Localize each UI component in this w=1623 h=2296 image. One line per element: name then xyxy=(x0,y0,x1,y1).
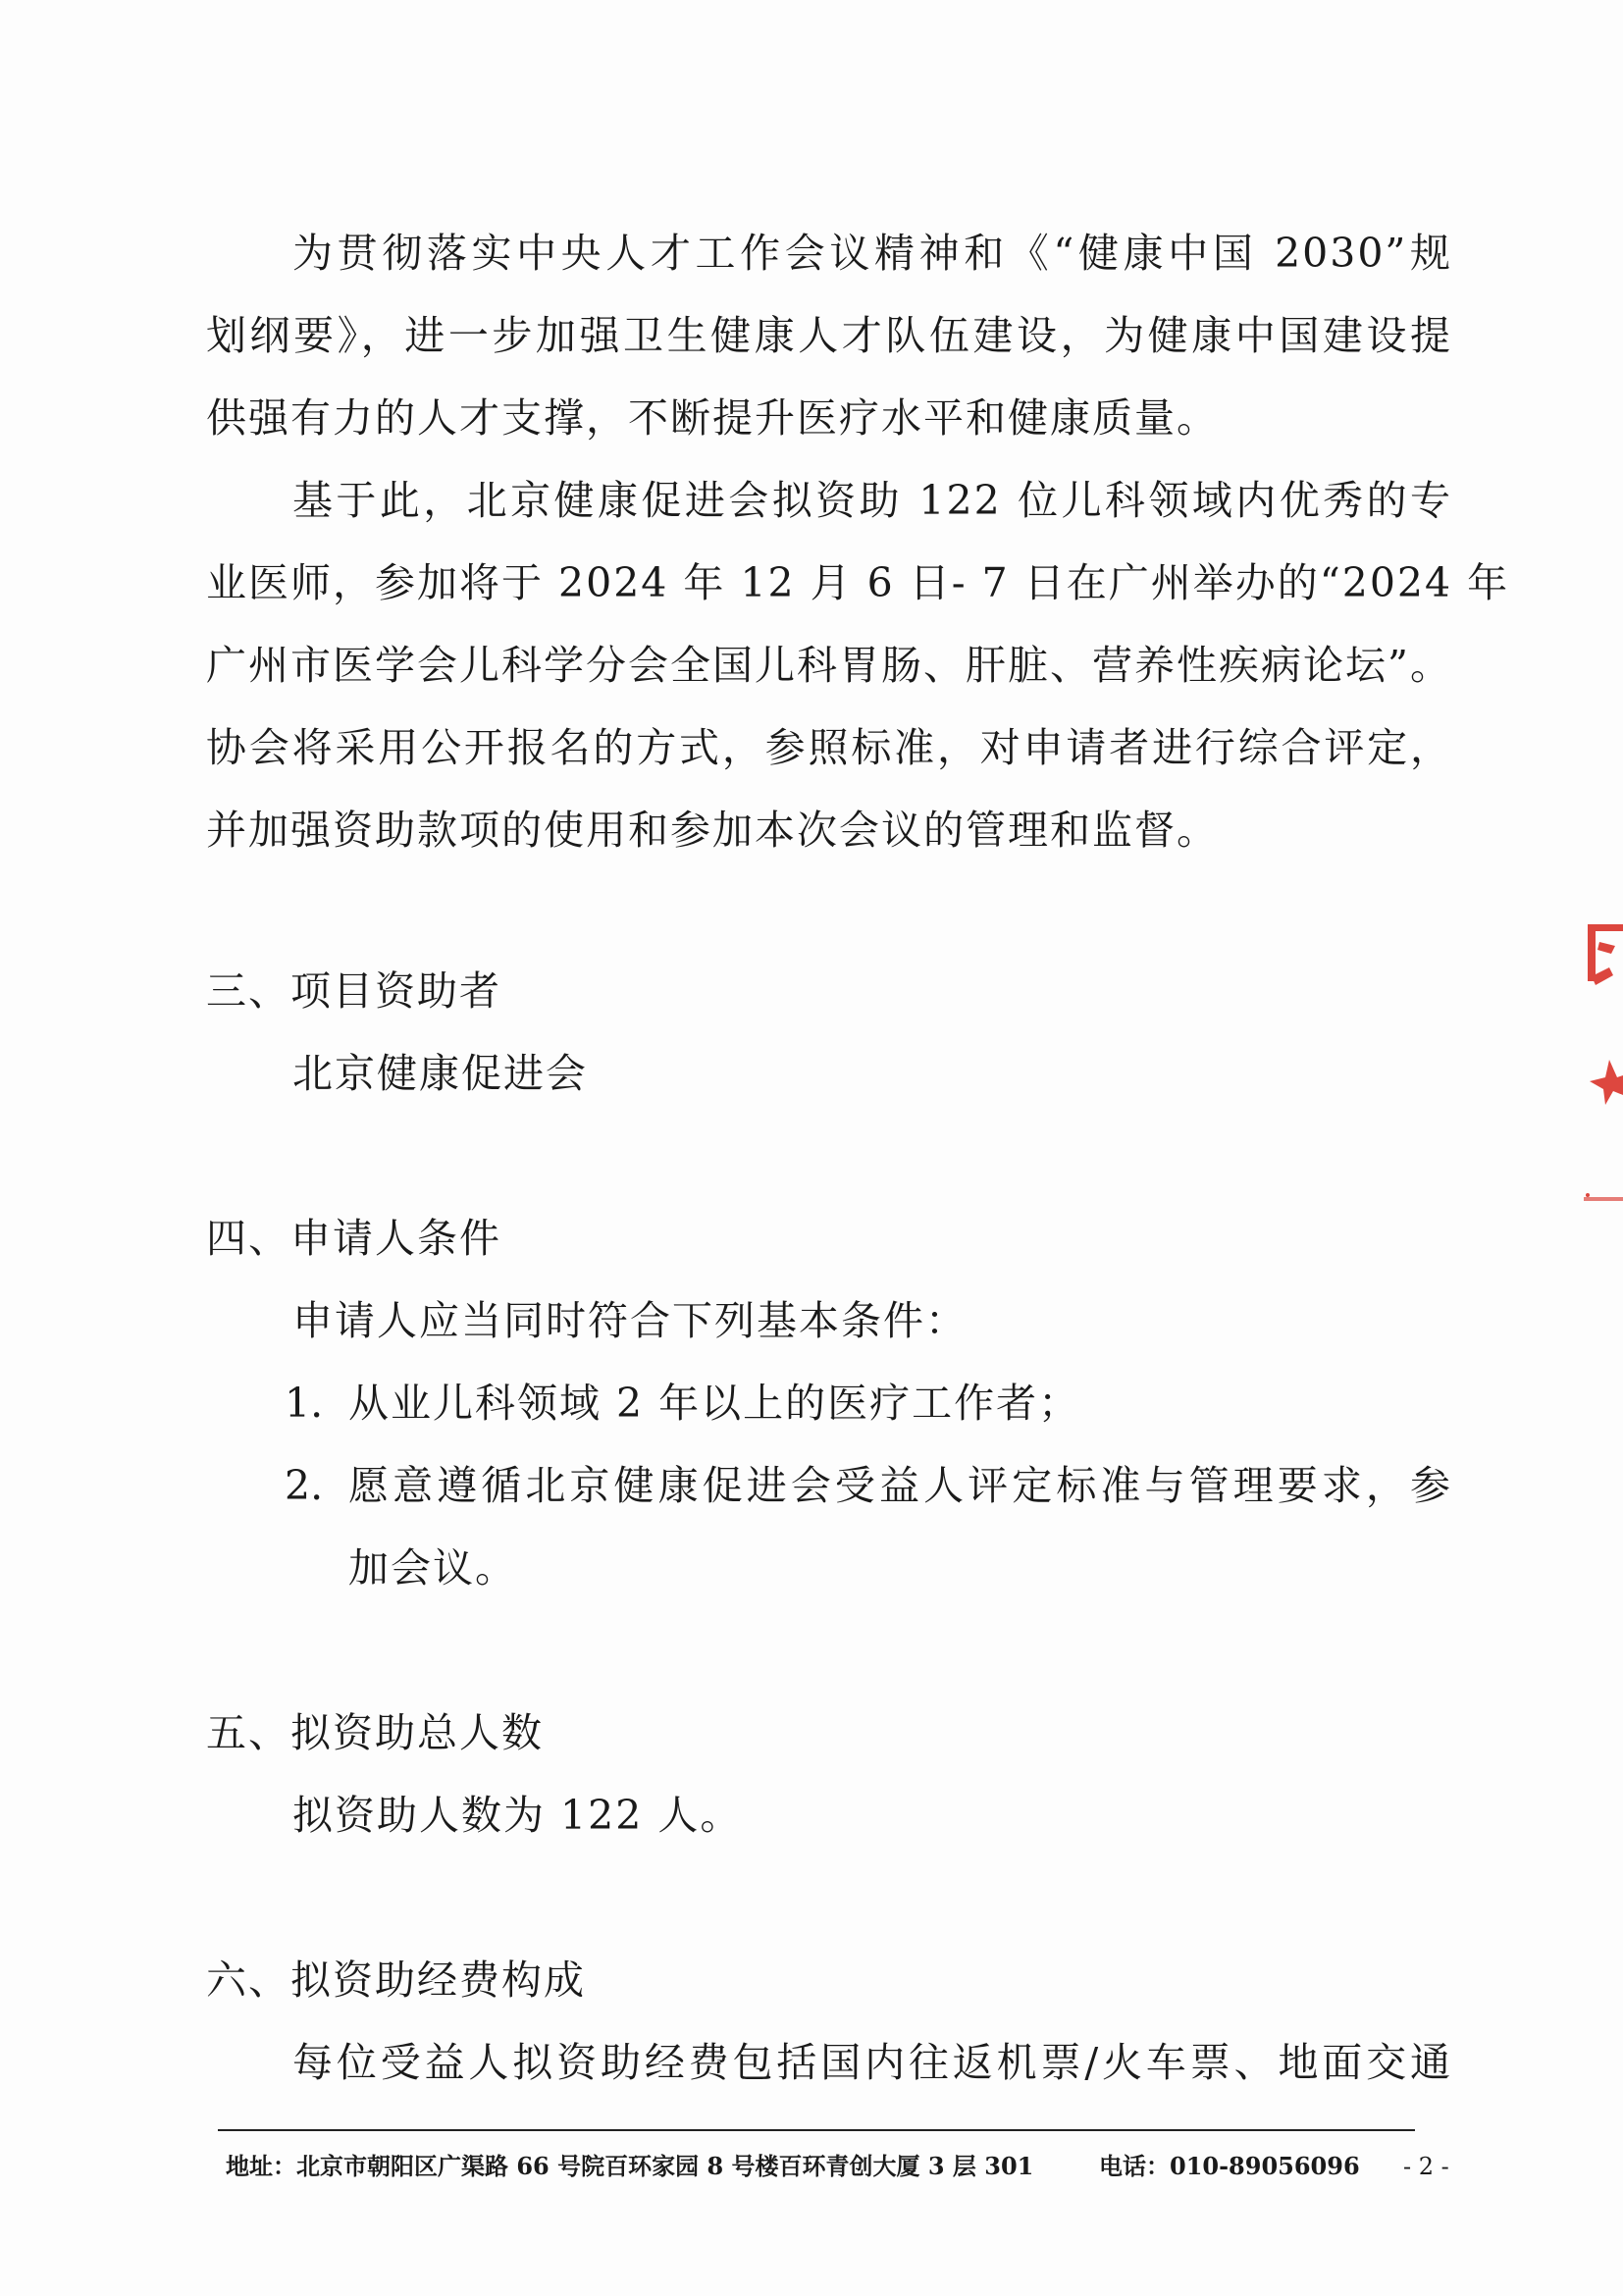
section-6-body-line-1: 每位受益人拟资助经费包括国内往返机票/火车票、地面交通 xyxy=(292,2039,1452,2086)
list-item-2-number: 2. xyxy=(285,1462,324,1509)
footer-address: 地址：北京市朝阳区广渠路 66 号院百环家园 8 号楼百环青创大厦 3 层 301 xyxy=(226,2152,1034,2180)
footer-phone: 电话：010-89056096 xyxy=(1099,2152,1360,2180)
paragraph-2-line-2: 业医师，参加将于 2024 年 12 月 6 日- 7 日在广州举办的“2024 年 xyxy=(206,559,1510,606)
section-3-heading: 三、项目资助者 xyxy=(206,967,501,1015)
footer-divider xyxy=(218,2129,1415,2131)
list-item-2-text-line-1: 愿意遵循北京健康促进会受益人评定标准与管理要求，参 xyxy=(348,1462,1452,1509)
paragraph-2-line-4: 协会将采用公开报名的方式，参照标准，对申请者进行综合评定， xyxy=(206,724,1452,771)
list-item-1-text: 从业儿科领域 2 年以上的医疗工作者； xyxy=(348,1380,1081,1427)
section-4-heading: 四、申请人条件 xyxy=(206,1215,501,1262)
paragraph-1-line-3: 供强有力的人才支撑，不断提升医疗水平和健康质量。 xyxy=(206,394,1219,442)
section-4-intro: 申请人应当同时符合下列基本条件： xyxy=(292,1297,968,1344)
paragraph-2-line-1: 基于此，北京健康促进会拟资助 122 位儿科领域内优秀的专 xyxy=(292,477,1452,524)
list-item-1-number: 1. xyxy=(285,1380,324,1427)
section-3-body: 北京健康促进会 xyxy=(292,1050,588,1097)
paragraph-2-line-5: 并加强资助款项的使用和参加本次会议的管理和监督。 xyxy=(206,807,1219,854)
paragraph-1-line-1: 为贯彻落实中央人才工作会议精神和《“健康中国 2030”规 xyxy=(292,230,1452,277)
section-5-body: 拟资助人数为 122 人。 xyxy=(292,1792,743,1839)
red-seal-fragment-icon xyxy=(1570,903,1623,1236)
list-item-2-text-line-2: 加会议。 xyxy=(348,1544,517,1592)
section-5-heading: 五、拟资助总人数 xyxy=(206,1709,544,1756)
paragraph-2-line-3: 广州市医学会儿科学分会全国儿科胃肠、肝脏、营养性疾病论坛”。 xyxy=(206,642,1452,689)
paragraph-1-line-2: 划纲要》，进一步加强卫生健康人才队伍建设，为健康中国建设提 xyxy=(206,312,1452,359)
page-number: - 2 - xyxy=(1403,2153,1449,2180)
section-6-heading: 六、拟资助经费构成 xyxy=(206,1957,586,2004)
